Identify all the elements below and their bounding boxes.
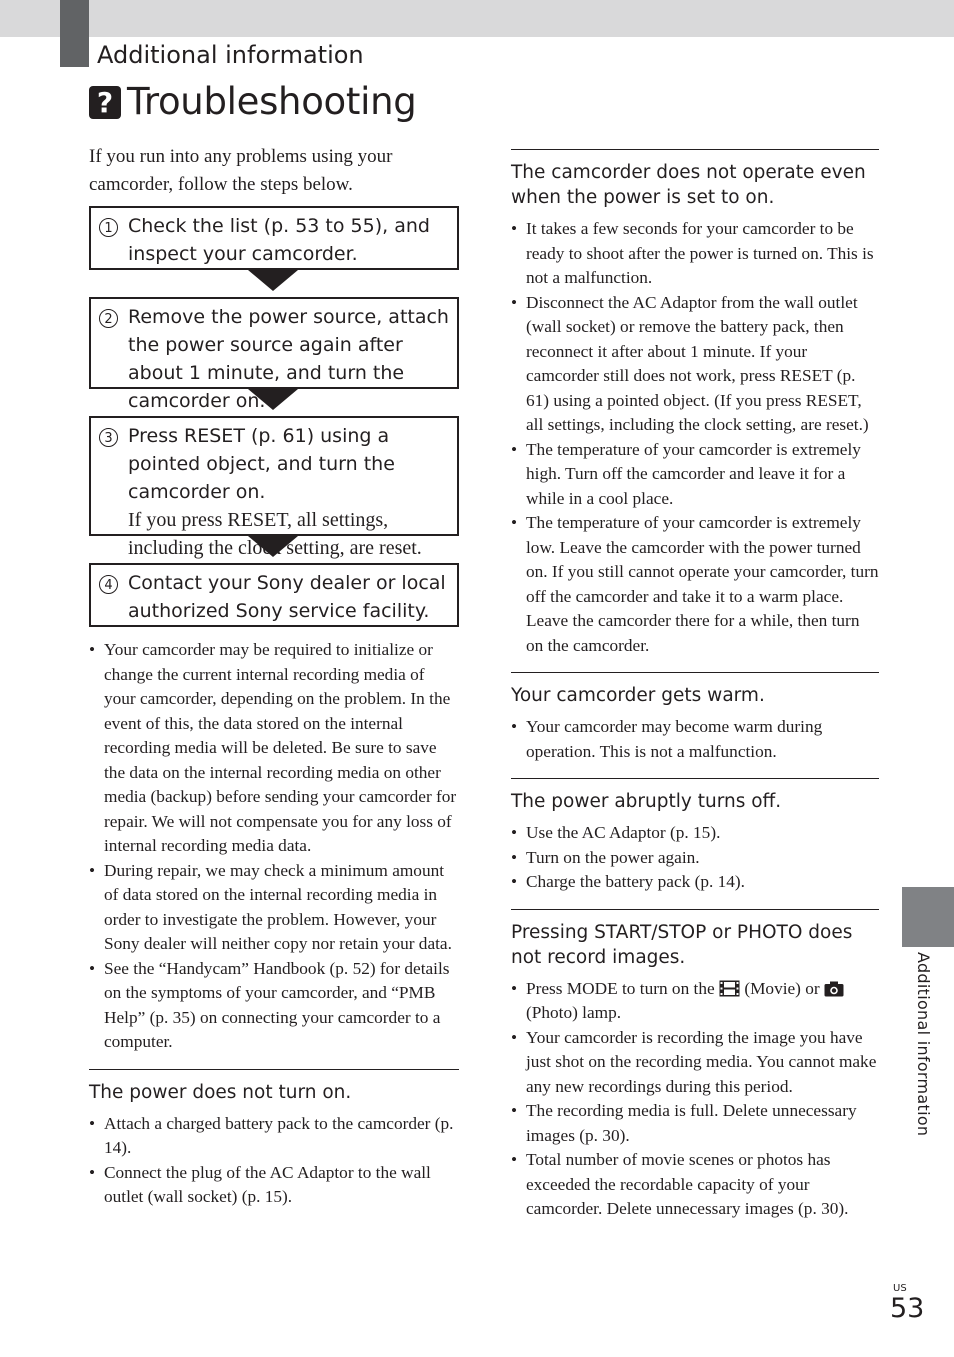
question-mark-icon: ? (89, 86, 121, 119)
section-not-operate (511, 149, 879, 658)
section-power-turns-off (511, 778, 879, 895)
list-item: • Attach a charged battery pack to the camcorder (p. 14). (89, 1113, 454, 1157)
list-item: • Connect the plug of the AC Adaptor to the wall outlet (wall socket) (p. 15). (89, 1162, 431, 1206)
step-text-3: Press RESET (p. 61) using a pointed object, and turn the camcorder on. (128, 425, 395, 503)
step-box-2 (89, 297, 459, 412)
section-heading: Pressing START/STOP or PHOTO does not record images. (511, 921, 853, 968)
step-text-1: Check the list (p. 53 to 55), and inspect your camcorder. (128, 215, 430, 265)
header-band (0, 0, 954, 37)
bullet-list (89, 1112, 459, 1210)
section-label: Additional information (97, 41, 364, 69)
list-item: • Turn on the power again. (511, 847, 700, 867)
down-arrow-icon (248, 270, 298, 291)
step-number-2: 2 (99, 309, 118, 328)
step-arrow (89, 389, 459, 416)
section-heading: The power abruptly turns off. (511, 791, 782, 812)
side-tab (902, 887, 954, 947)
list-item: • Your camcorder is recording the image you have just shot on the recording media. You cannot make any new recordings during this period. (511, 1027, 877, 1096)
list-item: • Your camcorder may become warm during operation. This is not a malfunction. (511, 717, 823, 761)
list-item: • It takes a few seconds for your camcorder to be ready to shoot after the power is turned on. This is not a malfunction. (511, 219, 874, 287)
page-number: 53 (890, 1293, 925, 1324)
list-item: • Charge the battery pack (p. 14). (511, 872, 745, 891)
camera-icon (824, 981, 844, 997)
list-item: • Your camcorder may be required to initialize or change the current internal recording media of your camcorder, depending on the problem. In the event of this, the data stored on the internal recording media will be deleted. Be sure to save the data on the internal recording media on other media (backup) before sending your camcorder for repair. We will not compensate you for any loss of internal recording media data. (89, 640, 457, 855)
down-arrow-icon (248, 536, 298, 557)
list-item: • Press MODE to turn on the (Movie) or (Photo) lamp. (511, 977, 879, 1026)
notes-list (89, 638, 459, 1055)
title-row (89, 80, 416, 124)
side-tab-label: Additional information (914, 952, 933, 1137)
list-item: • During repair, we may check a minimum amount of data stored on the internal recording media in order to investigate the problem. However, your Sony dealer will neither copy nor retain your data. (89, 860, 452, 953)
step-box-1 (89, 206, 459, 270)
bullet-list (511, 977, 879, 1222)
step-arrow (89, 536, 459, 563)
section-heading: Your camcorder gets warm. (511, 685, 765, 706)
bullet-list (511, 715, 879, 764)
list-item: • Total number of movie scenes or photos has exceeded the recordable capacity of your camcorder. Delete unnecessary images (p. 30). (511, 1150, 849, 1218)
step-text-2: Remove the power source, attach the power source again after about 1 minute, and turn the camcorder on. (128, 306, 449, 412)
movie-icon (719, 980, 740, 997)
section-no-record (511, 909, 879, 1222)
intro-text: If you run into any problems using your camcorder, follow the steps below. (89, 146, 393, 195)
list-item: • Disconnect the AC Adaptor from the wall outlet (wall socket) or remove the battery pack, then reconnect it after about 1 minute. If your camcorder still does not work, press RESET (p. 61) using a pointed object. (If you press RESET, all settings, including the clock setting, are reset.) (511, 292, 869, 434)
page-title: Troubleshooting (127, 80, 417, 123)
step-text-4: Contact your Sony dealer or local authorized Sony service facility. (128, 572, 446, 622)
section-power-not-on (89, 1069, 459, 1210)
list-item: • See the “Handycam” Handbook (p. 52) for details on the symptoms of your camcorder, and “PMB Help” (p. 35) on connecting your camcorder to a computer. (89, 958, 450, 1051)
list-item: • The temperature of your camcorder is extremely high. Turn off the camcorder and leave it for a while in a cool place. (511, 439, 861, 508)
step-note-3: If you press RESET, all settings, including the clock setting, are reset. (128, 509, 422, 559)
section-heading: The power does not turn on. (89, 1081, 352, 1103)
section-heading: The camcorder does not operate even when the power is set to on. (511, 162, 866, 208)
down-arrow-icon (248, 389, 298, 410)
page-region-label: US (893, 1283, 907, 1294)
list-item: • The recording media is full. Delete unnecessary images (p. 30). (511, 1101, 857, 1145)
bullet-list (511, 821, 879, 895)
list-item: • Use the AC Adaptor (p. 15). (511, 823, 721, 842)
step-number-3: 3 (99, 428, 118, 447)
left-column (89, 143, 459, 1210)
step-box-3 (89, 416, 459, 559)
step-number-1: 1 (99, 218, 118, 237)
list-item: • The temperature of your camcorder is extremely low. Leave the camcorder with the power turned on. If you still cannot operate your camcorder, turn off the camcorder and take it to a warm place. Leave the camcorder there for a while, then turn on the camcorder. (511, 513, 879, 655)
section-gets-warm (511, 672, 879, 764)
step-box-4 (89, 563, 459, 627)
right-column (511, 149, 879, 1222)
bullet-list (511, 217, 879, 658)
step-arrow (89, 270, 459, 297)
step-number-4: 4 (99, 575, 118, 594)
header-accent-block (60, 0, 89, 67)
